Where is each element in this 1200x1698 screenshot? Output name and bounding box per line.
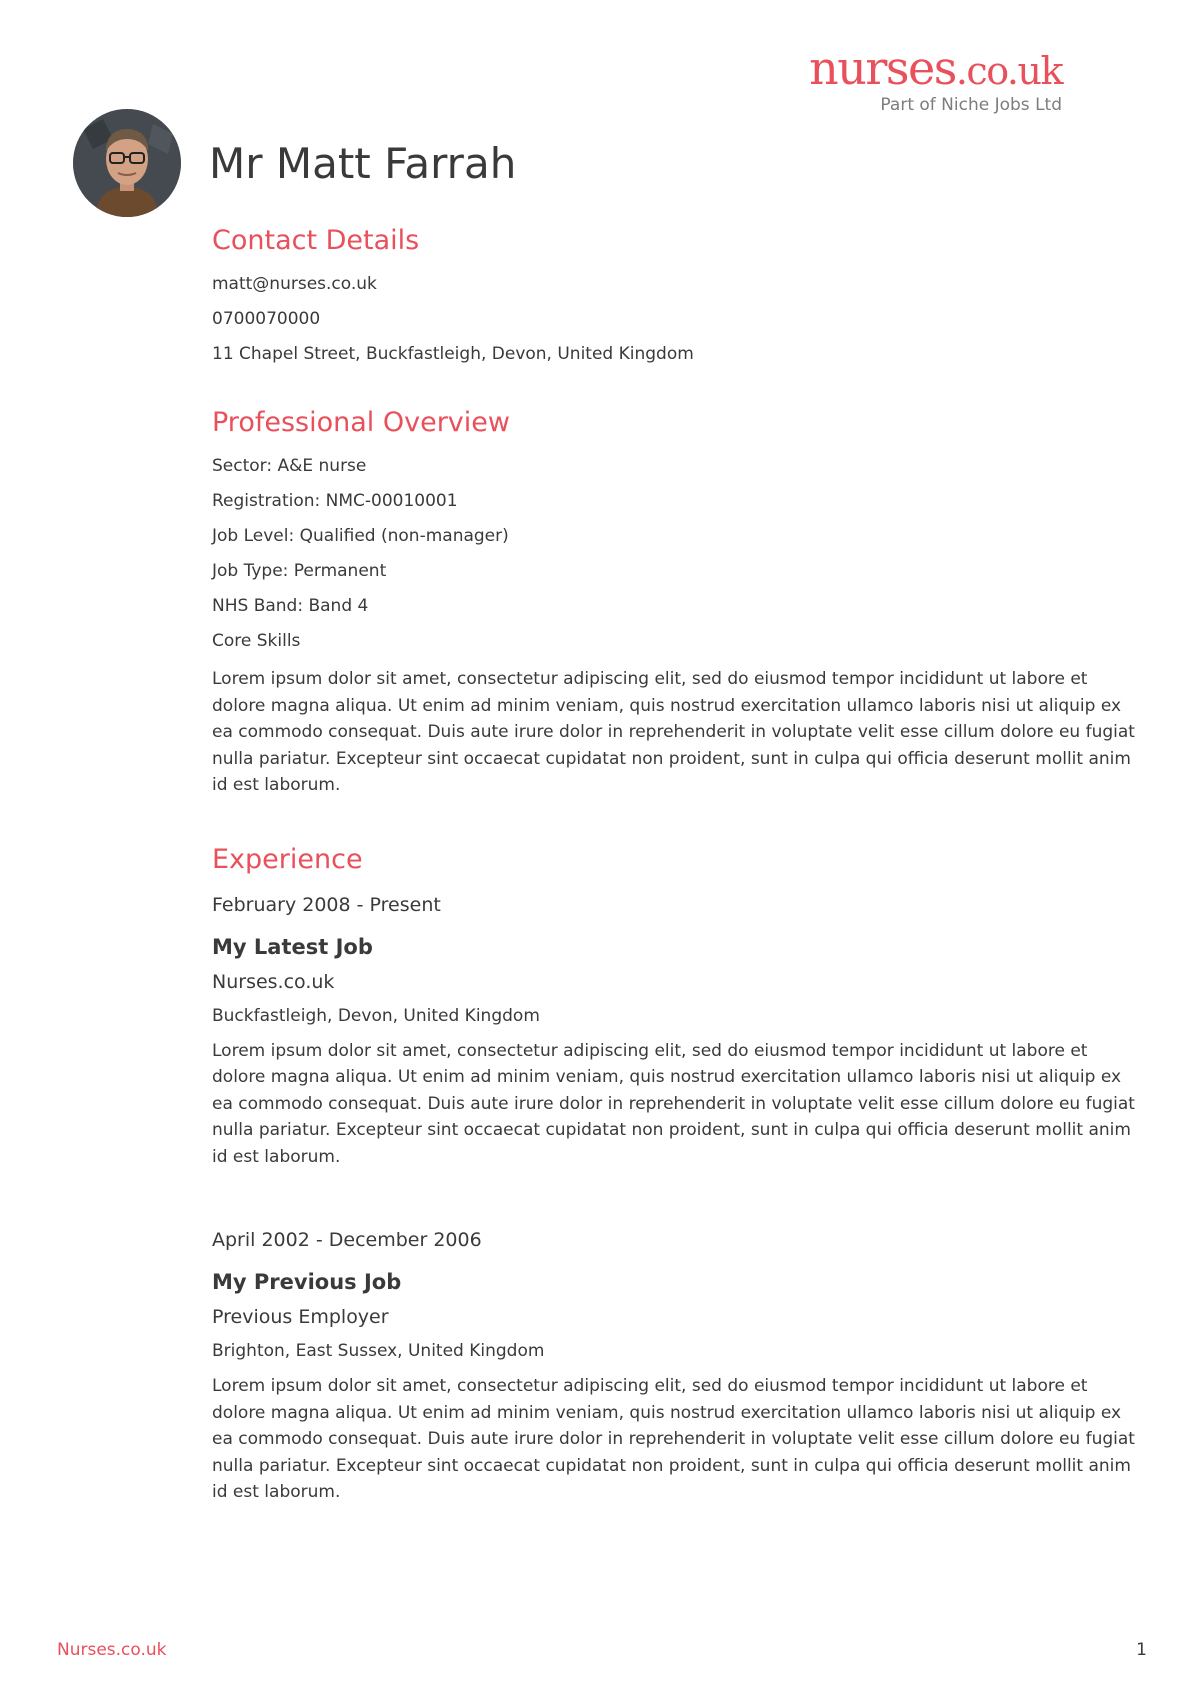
nurses-logo xyxy=(809,41,1062,115)
footer-site-name: Nurses.co.uk xyxy=(57,1640,167,1660)
contact-email: matt@nurses.co.uk xyxy=(212,274,377,294)
avatar xyxy=(73,109,181,217)
avatar-photo xyxy=(73,109,181,217)
experience-dates: April 2002 - December 2006 xyxy=(212,1229,482,1251)
contact-address: 11 Chapel Street, Buckfastleigh, Devon, United Kingdom xyxy=(212,344,694,364)
overview-heading: Professional Overview xyxy=(212,407,510,438)
overview-section xyxy=(212,406,1142,799)
experience-title: My Previous Job xyxy=(212,1270,402,1294)
core-skills-label: Core Skills xyxy=(212,631,301,651)
experience-location: Brighton, East Sussex, United Kingdom xyxy=(212,1341,545,1361)
contact-section xyxy=(212,224,1142,364)
logo-tld: .co.uk xyxy=(955,49,1062,93)
experience-description: Lorem ipsum dolor sit amet, consectetur adipiscing elit, sed do eiusmod tempor incididunt ut labore et dolore magna aliqua. Ut enim ad minim veniam, quis nostrud exercitation ullamco laboris nisi ut aliquip ex ea commodo consequat. Duis aute irure dolor in reprehenderit in voluptate velit esse cillum dolore eu fugiat nulla pariatur. Excepteur sint occaecat cupidatat non proident, sunt in culpa qui officia deserunt mollit anim id est laborum. xyxy=(212,1040,1135,1167)
contact-heading: Contact Details xyxy=(212,225,420,256)
core-skills-text: Lorem ipsum dolor sit amet, consectetur adipiscing elit, sed do eiusmod tempor incididunt ut labore et dolore magna aliqua. Ut enim ad minim veniam, quis nostrud exercitation ullamco laboris nisi ut aliquip ex ea commodo consequat. Duis aute irure dolor in reprehenderit in voluptate velit esse cillum dolore eu fugiat nulla pariatur. Excepteur sint occaecat cupidatat non proident, sunt in culpa qui officia deserunt mollit anim id est laborum. xyxy=(212,669,1135,795)
experience-section xyxy=(212,843,1142,1506)
logo-wordmark xyxy=(809,41,1062,95)
cv-content xyxy=(212,224,1142,1564)
overview-job-type: Job Type: Permanent xyxy=(212,561,387,581)
experience-heading: Experience xyxy=(212,843,363,875)
experience-item xyxy=(212,1228,1142,1506)
experience-item xyxy=(212,893,1142,1171)
experience-employer: Previous Employer xyxy=(212,1306,389,1328)
logo-brand: nurses xyxy=(809,41,956,95)
overview-job-level: Job Level: Qualified (non-manager) xyxy=(212,526,509,546)
logo-tagline: Part of Niche Jobs Ltd xyxy=(880,95,1062,115)
experience-title: My Latest Job xyxy=(212,934,373,959)
experience-dates: February 2008 - Present xyxy=(212,893,441,916)
experience-location: Buckfastleigh, Devon, United Kingdom xyxy=(212,1005,540,1026)
overview-nhs-band: NHS Band: Band 4 xyxy=(212,596,369,616)
overview-registration: Registration: NMC-00010001 xyxy=(212,491,458,511)
experience-employer: Nurses.co.uk xyxy=(212,970,335,993)
contact-phone: 0700070000 xyxy=(212,309,321,329)
experience-description: Lorem ipsum dolor sit amet, consectetur adipiscing elit, sed do eiusmod tempor incididunt ut labore et dolore magna aliqua. Ut enim ad minim veniam, quis nostrud exercitation ullamco laboris nisi ut aliquip ex ea commodo consequat. Duis aute irure dolor in reprehenderit in voluptate velit esse cillum dolore eu fugiat nulla pariatur. Excepteur sint occaecat cupidatat non proident, sunt in culpa qui officia deserunt mollit anim id est laborum. xyxy=(212,1376,1135,1502)
candidate-name: Mr Matt Farrah xyxy=(209,139,517,188)
overview-sector: Sector: A&E nurse xyxy=(212,456,367,476)
footer-page-number: 1 xyxy=(1136,1640,1147,1660)
